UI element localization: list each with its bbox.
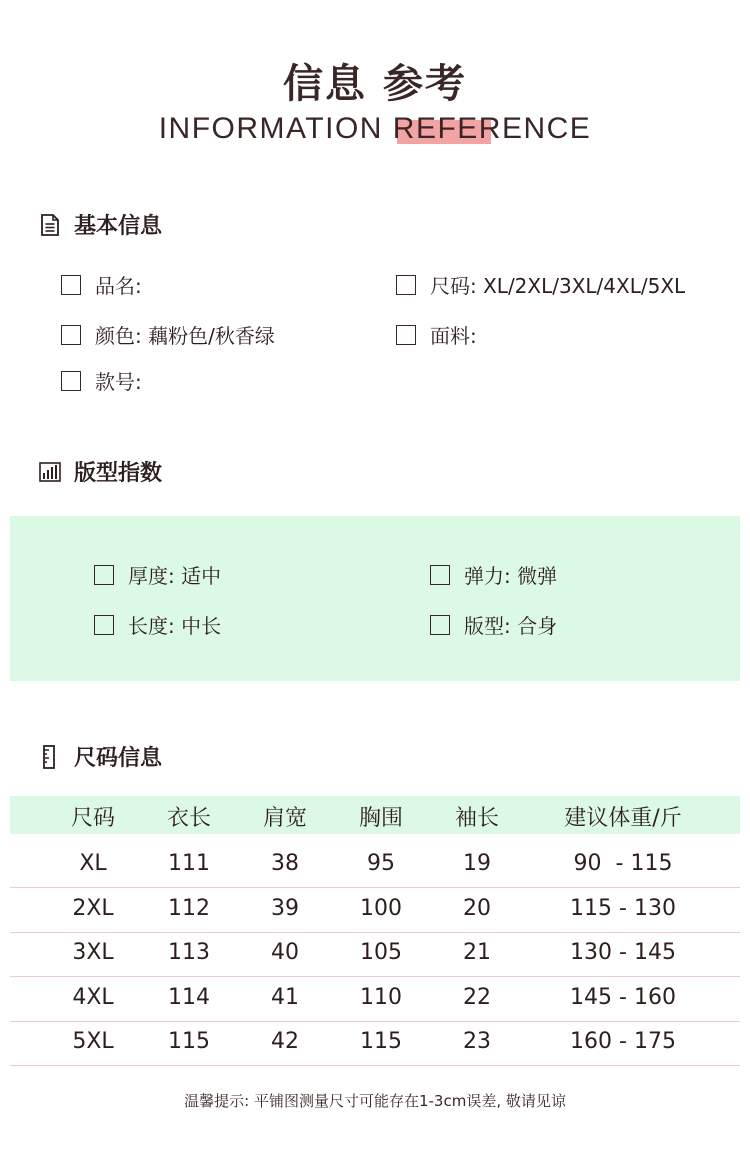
info-item-label: 面料: xyxy=(430,324,477,348)
fit-item-label: 长度: 中长 xyxy=(128,614,222,638)
fit-item-label: 厚度: 适中 xyxy=(128,564,222,588)
size-table-header-cell: 袖长 xyxy=(454,806,499,831)
checkbox-icon xyxy=(94,615,114,635)
page-subtitle xyxy=(159,112,592,146)
size-table-cell: 160 - 175 xyxy=(570,1029,676,1054)
size-table-cell: 3XL xyxy=(72,940,114,965)
size-table-cell: 100 xyxy=(360,896,402,921)
size-table-cell: 22 xyxy=(463,985,491,1010)
size-table-cell: 115 - 130 xyxy=(570,896,676,921)
info-item-label: 颜色: 藕粉色/秋香绿 xyxy=(95,324,275,348)
size-table-cell: 112 xyxy=(168,896,210,921)
size-table-cell: 111 xyxy=(168,851,210,876)
section-size-info xyxy=(38,741,162,772)
document-icon xyxy=(38,213,62,237)
section-size-info-title: 尺码信息 xyxy=(74,746,163,771)
size-table-cell: 20 xyxy=(463,896,491,921)
fit-item-label: 版型: 合身 xyxy=(464,614,558,638)
checkbox-icon xyxy=(61,371,81,391)
checkbox-icon xyxy=(396,275,416,295)
info-item-fabric xyxy=(396,320,477,349)
info-item-style-no xyxy=(61,366,142,395)
page-subtitle-text: INFORMATION REFERENCE xyxy=(158,112,592,145)
size-table-cell: 115 xyxy=(168,1029,210,1054)
info-item-label: 款号: xyxy=(95,370,142,394)
fit-item-elasticity xyxy=(430,560,557,589)
size-table-cell: 41 xyxy=(271,985,299,1010)
size-table-cell: 38 xyxy=(271,851,299,876)
size-table-cell: 42 xyxy=(271,1029,299,1054)
size-table-cell: 23 xyxy=(463,1029,491,1054)
size-table-cell: 90 - 115 xyxy=(573,851,673,876)
page-title: 信息 参考 xyxy=(283,61,467,107)
section-basic-info-title: 基本信息 xyxy=(74,214,163,239)
size-table-header-cell: 肩宽 xyxy=(262,806,307,831)
table-row-divider xyxy=(10,1021,740,1022)
info-item-size xyxy=(396,270,685,299)
size-table-cell: 105 xyxy=(360,940,402,965)
size-table-cell: 115 xyxy=(360,1029,402,1054)
table-row-divider xyxy=(10,932,740,933)
info-item-label: 品名: xyxy=(95,274,142,298)
section-basic-info xyxy=(38,209,162,240)
size-table-cell: 110 xyxy=(360,985,402,1010)
size-table-cell: 95 xyxy=(367,851,395,876)
size-table-cell: 145 - 160 xyxy=(570,985,676,1010)
size-table-cell: 5XL xyxy=(72,1029,114,1054)
size-table-cell: 19 xyxy=(463,851,491,876)
checkbox-icon xyxy=(396,325,416,345)
fit-item-thickness xyxy=(94,560,221,589)
size-table-cell: 113 xyxy=(168,940,210,965)
fit-index-panel xyxy=(10,516,740,681)
checkbox-icon xyxy=(430,565,450,585)
bar-chart-icon xyxy=(38,460,62,484)
checkbox-icon xyxy=(61,325,81,345)
checkbox-icon xyxy=(430,615,450,635)
fit-item-silhouette xyxy=(430,610,557,639)
info-item-label: 尺码: XL/2XL/3XL/4XL/5XL xyxy=(430,274,686,298)
size-table-header-cell: 尺码 xyxy=(70,806,115,831)
info-item-color xyxy=(61,320,275,349)
size-table-header-cell: 胸围 xyxy=(358,806,403,831)
checkbox-icon xyxy=(61,275,81,295)
size-table-header-cell: 衣长 xyxy=(166,806,211,831)
size-table-header-cell: 建议体重/斤 xyxy=(564,806,682,831)
size-table-cell: 130 - 145 xyxy=(570,940,676,965)
fit-item-label: 弹力: 微弹 xyxy=(464,564,558,588)
size-table-cell: 39 xyxy=(271,896,299,921)
fit-item-length xyxy=(94,610,221,639)
size-table-cell: 21 xyxy=(463,940,491,965)
size-table-cell: 2XL xyxy=(72,896,114,921)
section-fit-index xyxy=(38,456,162,487)
section-fit-index-title: 版型指数 xyxy=(74,461,163,486)
info-item-name xyxy=(61,270,142,299)
measurement-note: 温馨提示: 平铺图测量尺寸可能存在1-3cm误差, 敬请见谅 xyxy=(184,1092,566,1110)
page-subtitle-wrap xyxy=(0,112,750,146)
table-row-divider xyxy=(10,1065,740,1066)
table-row-divider xyxy=(10,887,740,888)
size-table-cell: XL xyxy=(79,851,107,876)
size-table-cell: 114 xyxy=(168,985,210,1010)
checkbox-icon xyxy=(94,565,114,585)
ruler-icon xyxy=(38,745,62,769)
size-table-cell: 40 xyxy=(271,940,299,965)
table-row-divider xyxy=(10,976,740,977)
size-table-cell: 4XL xyxy=(72,985,114,1010)
